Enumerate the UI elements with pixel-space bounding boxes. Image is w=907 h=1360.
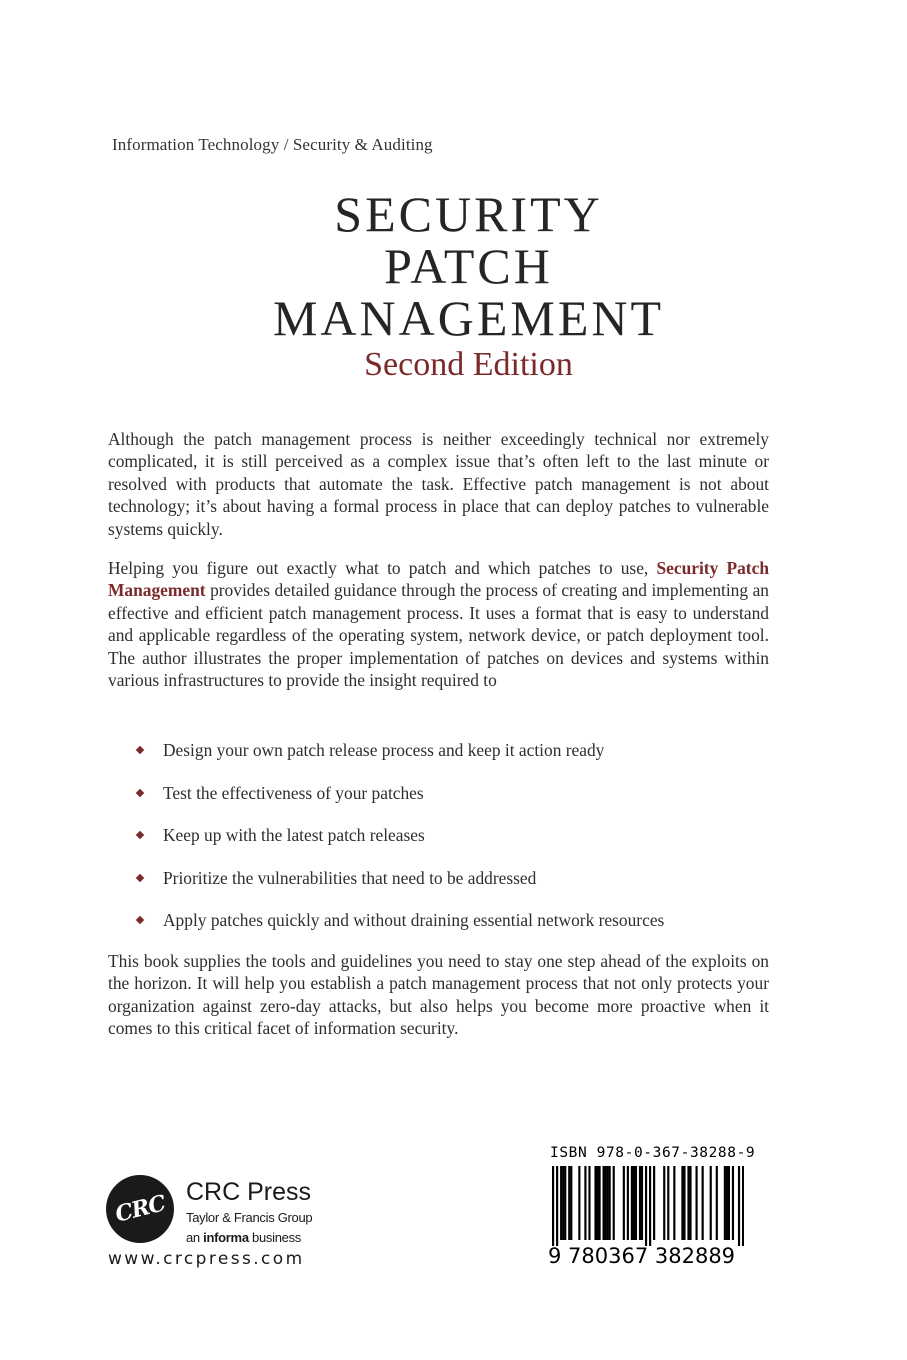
category-label: Information Technology / Security & Auditing	[112, 135, 433, 154]
barcode-digits: 9 780367 382889	[548, 1244, 736, 1268]
barcode-bar	[716, 1166, 718, 1240]
barcode-bar	[596, 1166, 598, 1240]
barcode-bar	[613, 1166, 615, 1240]
isbn-barcode	[552, 1166, 744, 1246]
barcode-bar	[609, 1166, 611, 1240]
barcode-bar	[645, 1166, 647, 1246]
informa-suffix: business	[248, 1230, 301, 1245]
bullet-icon	[136, 788, 144, 796]
barcode-bar	[623, 1166, 625, 1240]
barcode-bar	[728, 1166, 730, 1240]
crc-logo-icon	[106, 1175, 174, 1243]
description-paragraph-1: Although the patch management process is neither exceedingly technical nor extremely complicated, it is still perceived as a complex issue that’s often left to the last minute or resolved with products that automate the task. Effective patch management is not about technology; it’s about having a formal process in place that can deploy patches to vulnerable systems quickly.	[108, 429, 769, 539]
list-item	[137, 738, 664, 781]
barcode-bar	[681, 1166, 683, 1240]
bullet-icon	[136, 746, 144, 754]
barcode-bar	[689, 1166, 691, 1240]
barcode-bar	[633, 1166, 635, 1240]
barcode-bar	[578, 1166, 580, 1240]
barcode-bar	[724, 1166, 726, 1240]
book-title-emphasis: Security Patch Management	[108, 558, 769, 601]
barcode-bar	[594, 1166, 596, 1240]
title-line-3: MANAGEMENT	[272, 290, 665, 346]
barcode-bar	[667, 1166, 669, 1240]
publisher-name: CRC Press	[186, 1178, 312, 1206]
edition-subtitle: Second Edition	[364, 346, 573, 383]
barcode-bar	[598, 1166, 600, 1240]
barcode-bar	[556, 1166, 558, 1246]
barcode-bar	[673, 1166, 675, 1240]
bullet-text: Keep up with the latest patch releases	[163, 825, 425, 846]
description-paragraph-2	[108, 557, 769, 691]
barcode-bar	[635, 1166, 637, 1240]
book-title	[0, 188, 907, 384]
crc-logo-text: CRC	[112, 1190, 168, 1228]
barcode-bar	[732, 1166, 734, 1240]
bullet-text: Apply patches quickly and without draining essential network resources	[163, 910, 665, 931]
barcode-bar	[702, 1166, 704, 1240]
para2-intro: Helping you figure out exactly what to patch and which patches to use,	[108, 558, 657, 578]
informa-bold: informa	[203, 1230, 249, 1245]
barcode-bar	[641, 1166, 643, 1240]
barcode-bar	[710, 1166, 712, 1240]
barcode-bar	[683, 1166, 685, 1240]
barcode-bar	[605, 1166, 607, 1240]
publisher-informa	[186, 1230, 301, 1245]
bullet-icon	[136, 916, 144, 924]
barcode-bar	[726, 1166, 728, 1240]
list-item	[137, 781, 664, 824]
bullet-text: Design your own patch release process and keep it action ready	[163, 740, 605, 760]
informa-prefix: an	[186, 1230, 204, 1245]
list-item	[137, 908, 664, 951]
feature-bullet-list	[137, 738, 664, 951]
isbn-label: ISBN 978-0-367-38288-9	[550, 1145, 756, 1161]
bullet-icon	[136, 874, 144, 882]
barcode-bar	[649, 1166, 651, 1246]
barcode-bar	[560, 1166, 562, 1240]
title-line-2: PATCH	[384, 238, 553, 294]
publisher-website[interactable]: www.crcpress.com	[108, 1249, 305, 1269]
title-line-1: SECURITY	[334, 186, 603, 242]
barcode-bar	[663, 1166, 665, 1240]
description-paragraph-3: This book supplies the tools and guidelines you need to stay one step ahead of the exploits on the horizon. It will help you establish a patch management process that not only protects your organization against zero-day attacks, but also helps you become more proactive when it comes to this critical facet of information security.	[108, 951, 769, 1039]
barcode-bar	[627, 1166, 629, 1240]
barcode-bar	[631, 1166, 633, 1240]
bullet-text: Test the effectiveness of your patches	[163, 782, 424, 803]
bullet-text: Prioritize the vulnerabilities that need to be addressed	[163, 867, 537, 888]
barcode-bar	[639, 1166, 641, 1240]
barcode-bar	[584, 1166, 586, 1240]
barcode-bar	[570, 1166, 572, 1240]
list-item	[137, 866, 664, 909]
publisher-group: Taylor & Francis Group	[186, 1210, 313, 1225]
barcode-bar	[562, 1166, 564, 1240]
bullet-icon	[136, 831, 144, 839]
barcode-bar	[588, 1166, 590, 1240]
barcode-bar	[742, 1166, 744, 1246]
barcode-bar	[695, 1166, 697, 1240]
barcode-bar	[687, 1166, 689, 1240]
barcode-bar	[564, 1166, 566, 1240]
barcode-bar	[738, 1166, 740, 1246]
barcode-bar	[653, 1166, 655, 1240]
para2-rest: provides detailed guidance through the process of creating and implementing an effective and efficient patch management process. It uses a format that is easy to understand and applicable regardless of the operating system, network device, or patch deployment tool. The author illustrates the proper implementation of patches on devices and systems within various infrastructures to provide the insight required to	[108, 580, 769, 691]
barcode-bar	[552, 1166, 554, 1246]
barcode-bar	[607, 1166, 609, 1240]
barcode-bar	[568, 1166, 570, 1240]
barcode-bar	[603, 1166, 605, 1240]
list-item	[137, 823, 664, 866]
